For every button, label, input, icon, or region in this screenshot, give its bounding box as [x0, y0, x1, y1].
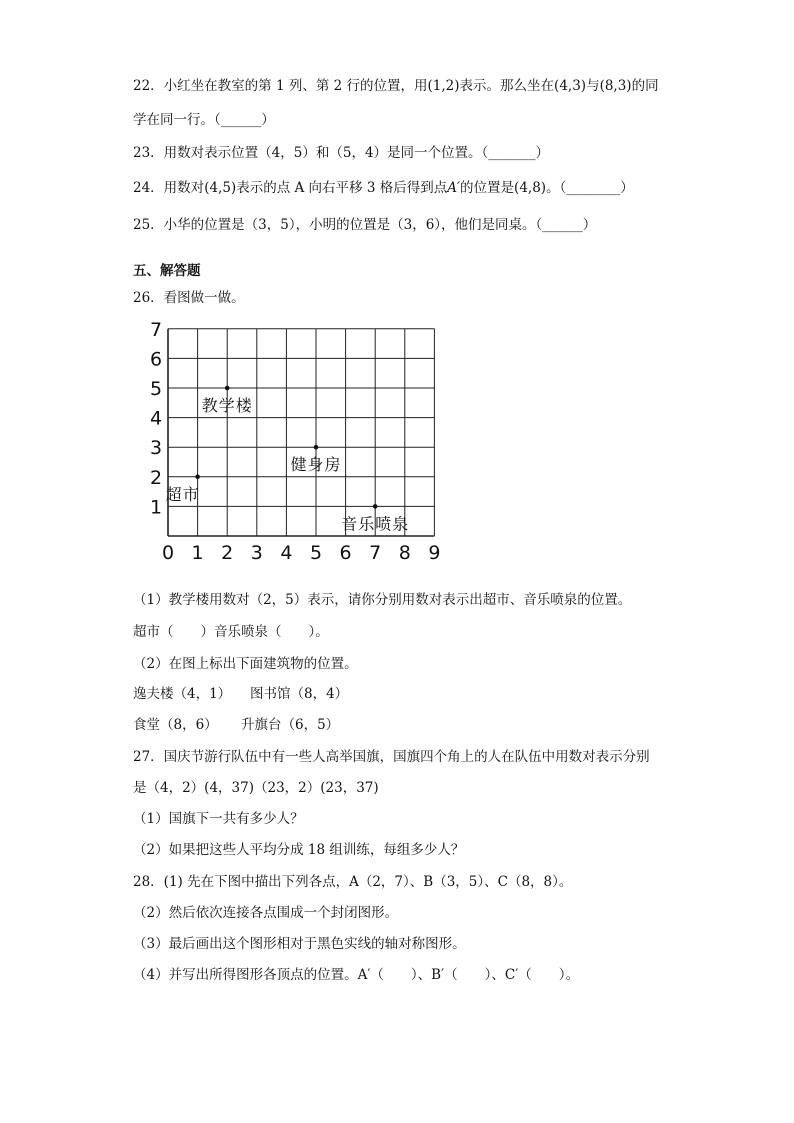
q25-text: 25．小华的位置是（3，5），小明的位置是（3，6），他们是同桌。（______） — [133, 217, 597, 233]
q24-text-b: 表示的点 A 向右平移 3 格后得到点 — [236, 180, 448, 196]
x-tick-label: 6 — [339, 542, 352, 564]
q24-text-d: 。（________） — [546, 180, 634, 196]
q27-sub2: （2）如果把这些人平均分成 18 组训练，每组多少人？ — [133, 842, 465, 858]
x-tick-label: 2 — [221, 542, 234, 564]
q27-sub1: （1）国旗下一共有多少人？ — [133, 811, 304, 827]
y-tick-label: 3 — [149, 437, 163, 460]
point-dot — [195, 475, 200, 480]
q22-line2: 学在同一行。（______） — [133, 112, 275, 128]
point-dot — [373, 504, 378, 509]
q26-row2-b: 升旗台（6，5） — [241, 717, 340, 733]
point-label: 教学楼 — [201, 396, 253, 415]
x-tick-label: 9 — [428, 542, 441, 564]
q28-sub3: （3）最后画出这个图形相对于黑色实线的轴对称图形。 — [133, 936, 466, 952]
coordinate-grid — [140, 318, 450, 568]
x-tick-label: 0 — [161, 542, 175, 564]
q26-row1-b: 图书馆（8，4） — [250, 686, 349, 702]
q28-sub4: （4）并写出所得图形各顶点的位置。A′（ ）、B′（ ）、C′（ ）。 — [133, 967, 580, 983]
q27-line1: 27．国庆节游行队伍中有一些人高举国旗，国旗四个角上的人在队伍中用数对表示分别 — [133, 749, 650, 765]
q24-pair2: (4,8) — [514, 180, 547, 196]
q26-title: 26．看图做一做。 — [133, 290, 245, 306]
q22-pair3: (8,3) — [599, 78, 632, 94]
x-tick-label: 4 — [280, 542, 293, 564]
q26-row2-a: 食堂（8，6） — [133, 717, 218, 733]
q23-text: 23．用数对表示位置（4，5）和（5，4）是同一个位置。（_______） — [133, 145, 550, 161]
q24-line — [133, 176, 634, 196]
q22-text-a: 22．小红坐在教室的第 1 列、第 2 行的位置，用 — [133, 78, 428, 94]
q22-text-c: 与 — [586, 78, 600, 94]
y-tick-label: 7 — [149, 318, 163, 341]
x-tick-label: 7 — [369, 542, 382, 564]
q22-pair1: (1,2) — [427, 78, 460, 94]
grid-points — [166, 386, 410, 534]
q26-sub1: （1）教学楼用数对（2，5）表示，请你分别用数对表示出超市、音乐喷泉的位置。 — [133, 592, 632, 608]
x-tick-label: 1 — [191, 542, 204, 564]
grid-lines — [165, 329, 434, 536]
q24-point: A′ — [447, 180, 461, 196]
q22-text-d: 的同 — [631, 78, 659, 94]
x-tick-label: 3 — [250, 542, 263, 564]
q24-pair1: (4,5) — [204, 180, 237, 196]
y-tick-label: 6 — [149, 348, 163, 371]
y-tick-label: 4 — [149, 407, 163, 430]
section-heading: 五、解答题 — [133, 263, 201, 279]
point-dot — [225, 386, 230, 391]
point-label: 超市 — [165, 484, 200, 504]
x-tick-label: 8 — [398, 542, 411, 564]
q22-pair2: (4,3) — [554, 78, 587, 94]
q28-sub1: 28．(1) 先在下图中描出下列各点，A（2，7）、B（3，5）、C（8，8）。 — [133, 874, 573, 890]
q26-row1-a: 逸夫楼（4，1） — [133, 686, 232, 702]
y-axis-ticks — [150, 319, 162, 519]
q27-line2: 是（4，2）(4，37)（23，2）(23，37) — [133, 780, 379, 796]
q24-text-a: 24．用数对 — [133, 180, 205, 196]
point-label: 健身房 — [290, 455, 342, 475]
x-axis-ticks — [162, 542, 440, 564]
q26-sub2: （2）在图上标出下面建筑物的位置。 — [133, 656, 358, 672]
y-tick-label: 2 — [149, 466, 163, 489]
q22-line1 — [133, 74, 659, 94]
q22-text-b: 表示。那么坐在 — [459, 78, 555, 94]
y-tick-label: 1 — [149, 496, 163, 519]
q28-sub2: （2）然后依次连接各点围成一个封闭图形。 — [133, 905, 399, 921]
q24-text-c: 的位置是 — [460, 180, 515, 196]
point-label: 音乐喷泉 — [341, 514, 410, 534]
x-tick-label: 5 — [309, 542, 323, 564]
y-tick-label: 5 — [149, 378, 163, 400]
q26-answer-line: 超市（ ）音乐喷泉（ ）。 — [133, 624, 329, 640]
point-dot — [314, 445, 319, 450]
